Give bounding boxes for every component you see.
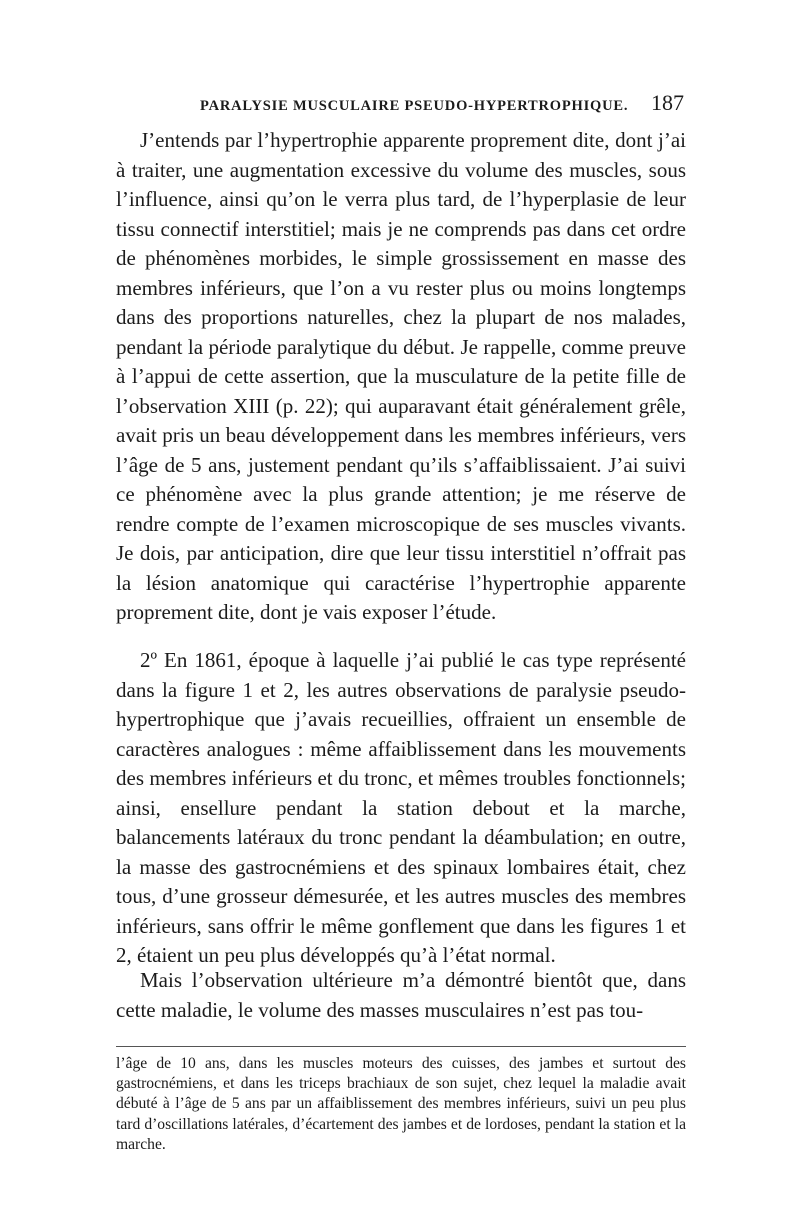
body-paragraph-2: 2º En 1861, époque à laquelle j’ai publié le cas type représenté dans la figure 1 et 2, les autres observations de paralysie pseudo-hypertrophique que j’avais recueillies, offraient un ensemble de caractères analogues : même affaiblissement dans les mouvements des membres inférieurs et du tronc, et mêmes troubles fonctionnels; ainsi, ensellure pendant la station debout et la marche, balancements latéraux du tronc pendant la déambulation; en outre, la masse des gastrocnémiens et des spinaux lombaires était, chez tous, d’une grosseur démesurée, et les autres muscles des membres inférieurs, sans offrir le même gonflement que dans les figures 1 et 2, étaient un peu plus développés qu’à l’état normal. (116, 648, 686, 967)
body-paragraph-1: J’entends par l’hypertrophie apparente proprement dite, dont j’ai à traiter, une augmentation excessive du volume des muscles, sous l’influence, ainsi qu’on le verra plus tard, de l’hyperplasie de leur tissu connectif interstitiel; mais je ne comprends pas dans cet ordre de phénomènes morbides, le simple grossissement en masse des membres inférieurs, que l’on a vu rester plus ou moins longtemps dans des proportions naturelles, chez la plupart de nos malades, pendant la période paralytique du début. Je rappelle, comme preuve à l’appui de cette assertion, que la musculature de la petite fille de l’observation XIII (p. 22); qui auparavant était généralement grêle, avait pris un beau développement dans les membres inférieurs, vers l’âge de 5 ans, justement pendant qu’ils s’affaiblissaient. J’ai suivi ce phénomène avec la plus grande attention; je me réserve de rendre compte de l’examen microscopique de ses muscles vivants. Je dois, par anticipation, dire que leur tissu interstitiel n’offrait pas la lésion anatomique qui caractérise l’hypertrophie apparente proprement dite, dont je vais exposer l’étude. (116, 128, 686, 624)
running-title: PARALYSIE MUSCULAIRE PSEUDO-HYPERTROPHIQUE. (200, 98, 629, 114)
body-paragraph-3: Mais l’observation ultérieure m’a démontré bientôt que, dans cette maladie, le volume des masses musculaires n’est pas tou- (116, 968, 686, 1022)
page-header (116, 90, 686, 120)
footnote-text: l’âge de 10 ans, dans les muscles moteurs des cuisses, des jambes et surtout des gastrocnémiens, et dans les triceps brachiaux de son sujet, chez lequel la maladie avait débuté à l’âge de 5 ans par un affaiblissement des membres inférieurs, suivi un peu plus tard d’oscillations latérales, d’écartement des jambes et de lordoses, pendant la station et la marche. (116, 1055, 686, 1153)
page-number: 187 (651, 90, 684, 115)
footnote-divider (116, 1046, 686, 1047)
